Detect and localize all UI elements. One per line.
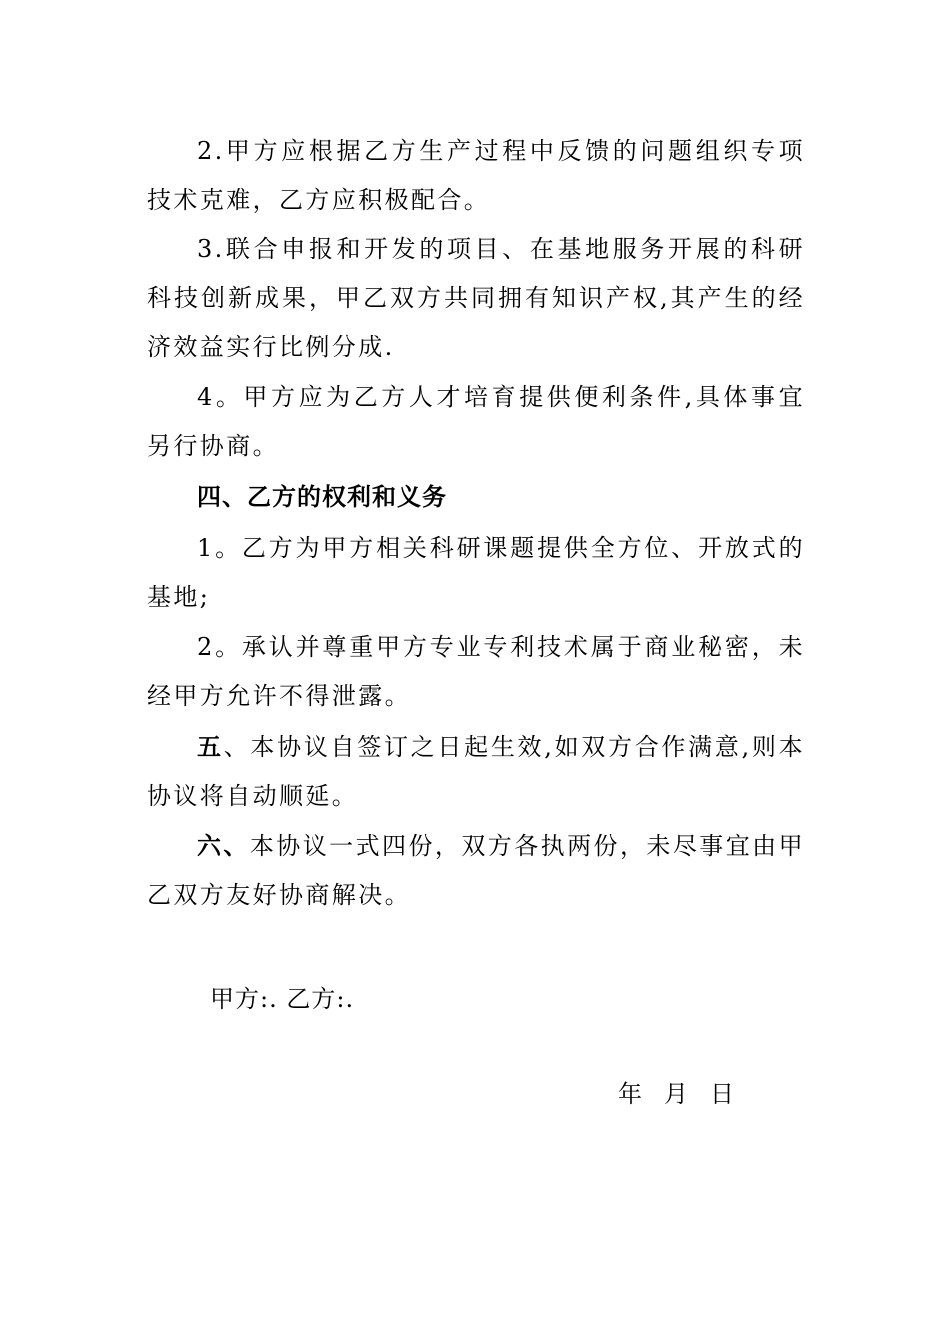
clause-3-3: 3.联合申报和开发的项目、在基地服务开展的科研科技创新成果，甲乙双方共同拥有知识产权,其产生的经济效益实行比例分成. [147, 235, 805, 361]
clause-5-text: 、本协议自签订之日起生效,如双方合作满意,则本协议将自动顺延。 [147, 733, 805, 810]
section-4-heading: 四、乙方的权利和义务 [197, 483, 447, 511]
date-year: 年 [618, 1080, 642, 1108]
clause-3-4: 4。甲方应为乙方人才培育提供便利条件,具体事宜另行协商。 [147, 383, 805, 460]
clause-5 [147, 722, 805, 821]
clause-6 [147, 821, 805, 920]
party-b-signature: 乙方:. [286, 985, 355, 1013]
clause-3-2: 2.甲方应根据乙方生产过程中反馈的问题组织专项技术克难，乙方应积极配合。 [147, 137, 805, 214]
clause-5-number: 五 [197, 732, 224, 761]
date-day: 日 [710, 1080, 734, 1108]
clause-6-number: 六、 [197, 831, 250, 860]
signature-line [210, 975, 354, 1024]
date-line [618, 1070, 734, 1119]
clause-4-2: 2。承认并尊重甲方专业专利技术属于商业秘密，未经甲方允许不得泄露。 [147, 633, 805, 710]
party-a-signature: 甲方:. [210, 985, 278, 1013]
clause-6-text: 本协议一式四份，双方各执两份，未尽事宜由甲乙双方友好协商解决。 [147, 832, 805, 909]
date-month: 月 [664, 1080, 688, 1108]
clause-4-1: 1。乙方为甲方相关科研课题提供全方位、开放式的基地; [147, 534, 805, 611]
